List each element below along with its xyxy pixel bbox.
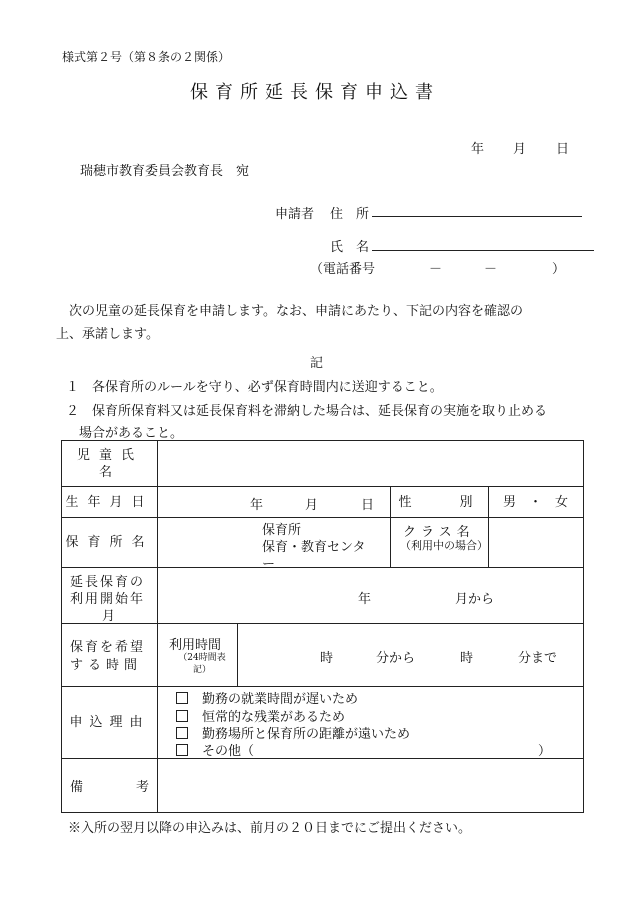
nursery-line-2: 保育・教育センタ bbox=[262, 540, 366, 555]
reason-item-other[interactable] bbox=[176, 740, 254, 759]
date-month-label: 月 bbox=[513, 142, 527, 157]
gender-text: 性別 bbox=[398, 494, 521, 510]
checkbox-icon[interactable] bbox=[176, 744, 188, 756]
start-label-line-2: 利用開始年 bbox=[70, 592, 146, 607]
class-label: クラス名 bbox=[403, 525, 475, 540]
birth-month-label: 月 bbox=[305, 498, 319, 513]
time-hour-to: 時 bbox=[460, 651, 474, 666]
remarks-label-1: 備 bbox=[70, 780, 84, 795]
use-time-note: （24時間表記） bbox=[178, 653, 226, 675]
time-label-line-1: 保育を希望 bbox=[70, 640, 146, 655]
ki-heading: 記 bbox=[310, 356, 324, 371]
time-label-line-2: する時間 bbox=[70, 658, 143, 673]
reason-label-4: その他（ bbox=[202, 744, 255, 759]
birthdate-label bbox=[62, 487, 157, 517]
rule-2-line-2: 場合があること。 bbox=[66, 426, 184, 441]
reason-label-3: 勤務場所と保育所の距離が遠いため bbox=[202, 727, 411, 742]
birthdate-text: 生年月日 bbox=[65, 494, 154, 510]
class-field[interactable] bbox=[489, 518, 582, 567]
checkbox-icon[interactable] bbox=[176, 710, 188, 722]
nursery-line-3: ー bbox=[262, 557, 276, 572]
time-minute-to: 分まで bbox=[518, 651, 558, 666]
start-month-label: 月から bbox=[455, 592, 495, 607]
phone-label: （電話番号 bbox=[310, 262, 376, 277]
nursery-text: 保育所名 bbox=[65, 535, 154, 550]
child-name-field[interactable] bbox=[158, 441, 582, 486]
reason-item-work-hours[interactable] bbox=[176, 688, 358, 707]
child-name-label bbox=[72, 441, 148, 486]
nursery-label bbox=[62, 518, 157, 567]
intro-line-2: 上、承諾します。 bbox=[56, 327, 159, 342]
phone-dash-2: － bbox=[484, 262, 498, 277]
start-label-line-3: 月 bbox=[102, 609, 116, 624]
nursery-line-1: 保育所 bbox=[262, 523, 302, 538]
applicant-label: 申請者 bbox=[275, 207, 315, 222]
name-field[interactable] bbox=[372, 250, 594, 251]
footnote: ※入所の翌月以降の申込みは、前月の２０日までにご提出ください。 bbox=[68, 821, 472, 836]
time-hour-from: 時 bbox=[320, 651, 334, 666]
addressee: 瑞穂市教育委員会教育長 宛 bbox=[80, 164, 250, 179]
address-field[interactable] bbox=[372, 216, 582, 217]
reason-other-close: ） bbox=[538, 744, 552, 759]
gender-label bbox=[391, 487, 521, 517]
phone-dash-1: － bbox=[429, 262, 443, 277]
address-label: 住 所 bbox=[330, 207, 370, 222]
use-time-label: 利用時間 bbox=[169, 638, 222, 653]
class-sub-label: （利用中の場合） bbox=[400, 539, 488, 552]
date-year-label: 年 bbox=[471, 142, 485, 157]
reason-label-1: 勤務の就業時間が遅いため bbox=[202, 692, 359, 707]
child-name-text: 児童氏名 bbox=[76, 447, 143, 480]
start-year-label: 年 bbox=[358, 592, 372, 607]
birth-day-label: 日 bbox=[361, 498, 375, 513]
remarks-field[interactable] bbox=[158, 759, 582, 811]
page-title: 保育所延長保育申込書 bbox=[190, 82, 440, 103]
name-label: 氏 名 bbox=[330, 240, 370, 255]
date-day-label: 日 bbox=[556, 142, 570, 157]
phone-close: ） bbox=[552, 262, 566, 277]
remarks-label-2: 考 bbox=[136, 780, 150, 795]
time-minute-from: 分から bbox=[376, 651, 416, 666]
form-number: 様式第２号（第８条の２関係） bbox=[62, 50, 231, 64]
birth-year-label: 年 bbox=[250, 498, 264, 513]
intro-line-1: 次の児童の延長保育を申請します。なお、申請にあたり、下記の内容を確認の bbox=[56, 304, 523, 319]
rule-2-line-1: ２ 保育所保育料又は延長保育料を滞納した場合は、延長保育の実施を取り止める bbox=[66, 404, 548, 419]
reason-label bbox=[62, 687, 157, 758]
checkbox-icon[interactable] bbox=[176, 727, 188, 739]
reason-text: 申込理由 bbox=[69, 715, 150, 730]
gender-value[interactable]: 男 ・ 女 bbox=[502, 494, 568, 510]
reason-label-2: 恒常的な残業があるため bbox=[202, 710, 346, 725]
checkbox-icon[interactable] bbox=[176, 692, 188, 704]
rule-1: １ 各保育所のルールを守り、必ず保育時間内に送迎すること。 bbox=[66, 380, 443, 395]
start-label-line-1: 延長保育の bbox=[70, 575, 146, 590]
